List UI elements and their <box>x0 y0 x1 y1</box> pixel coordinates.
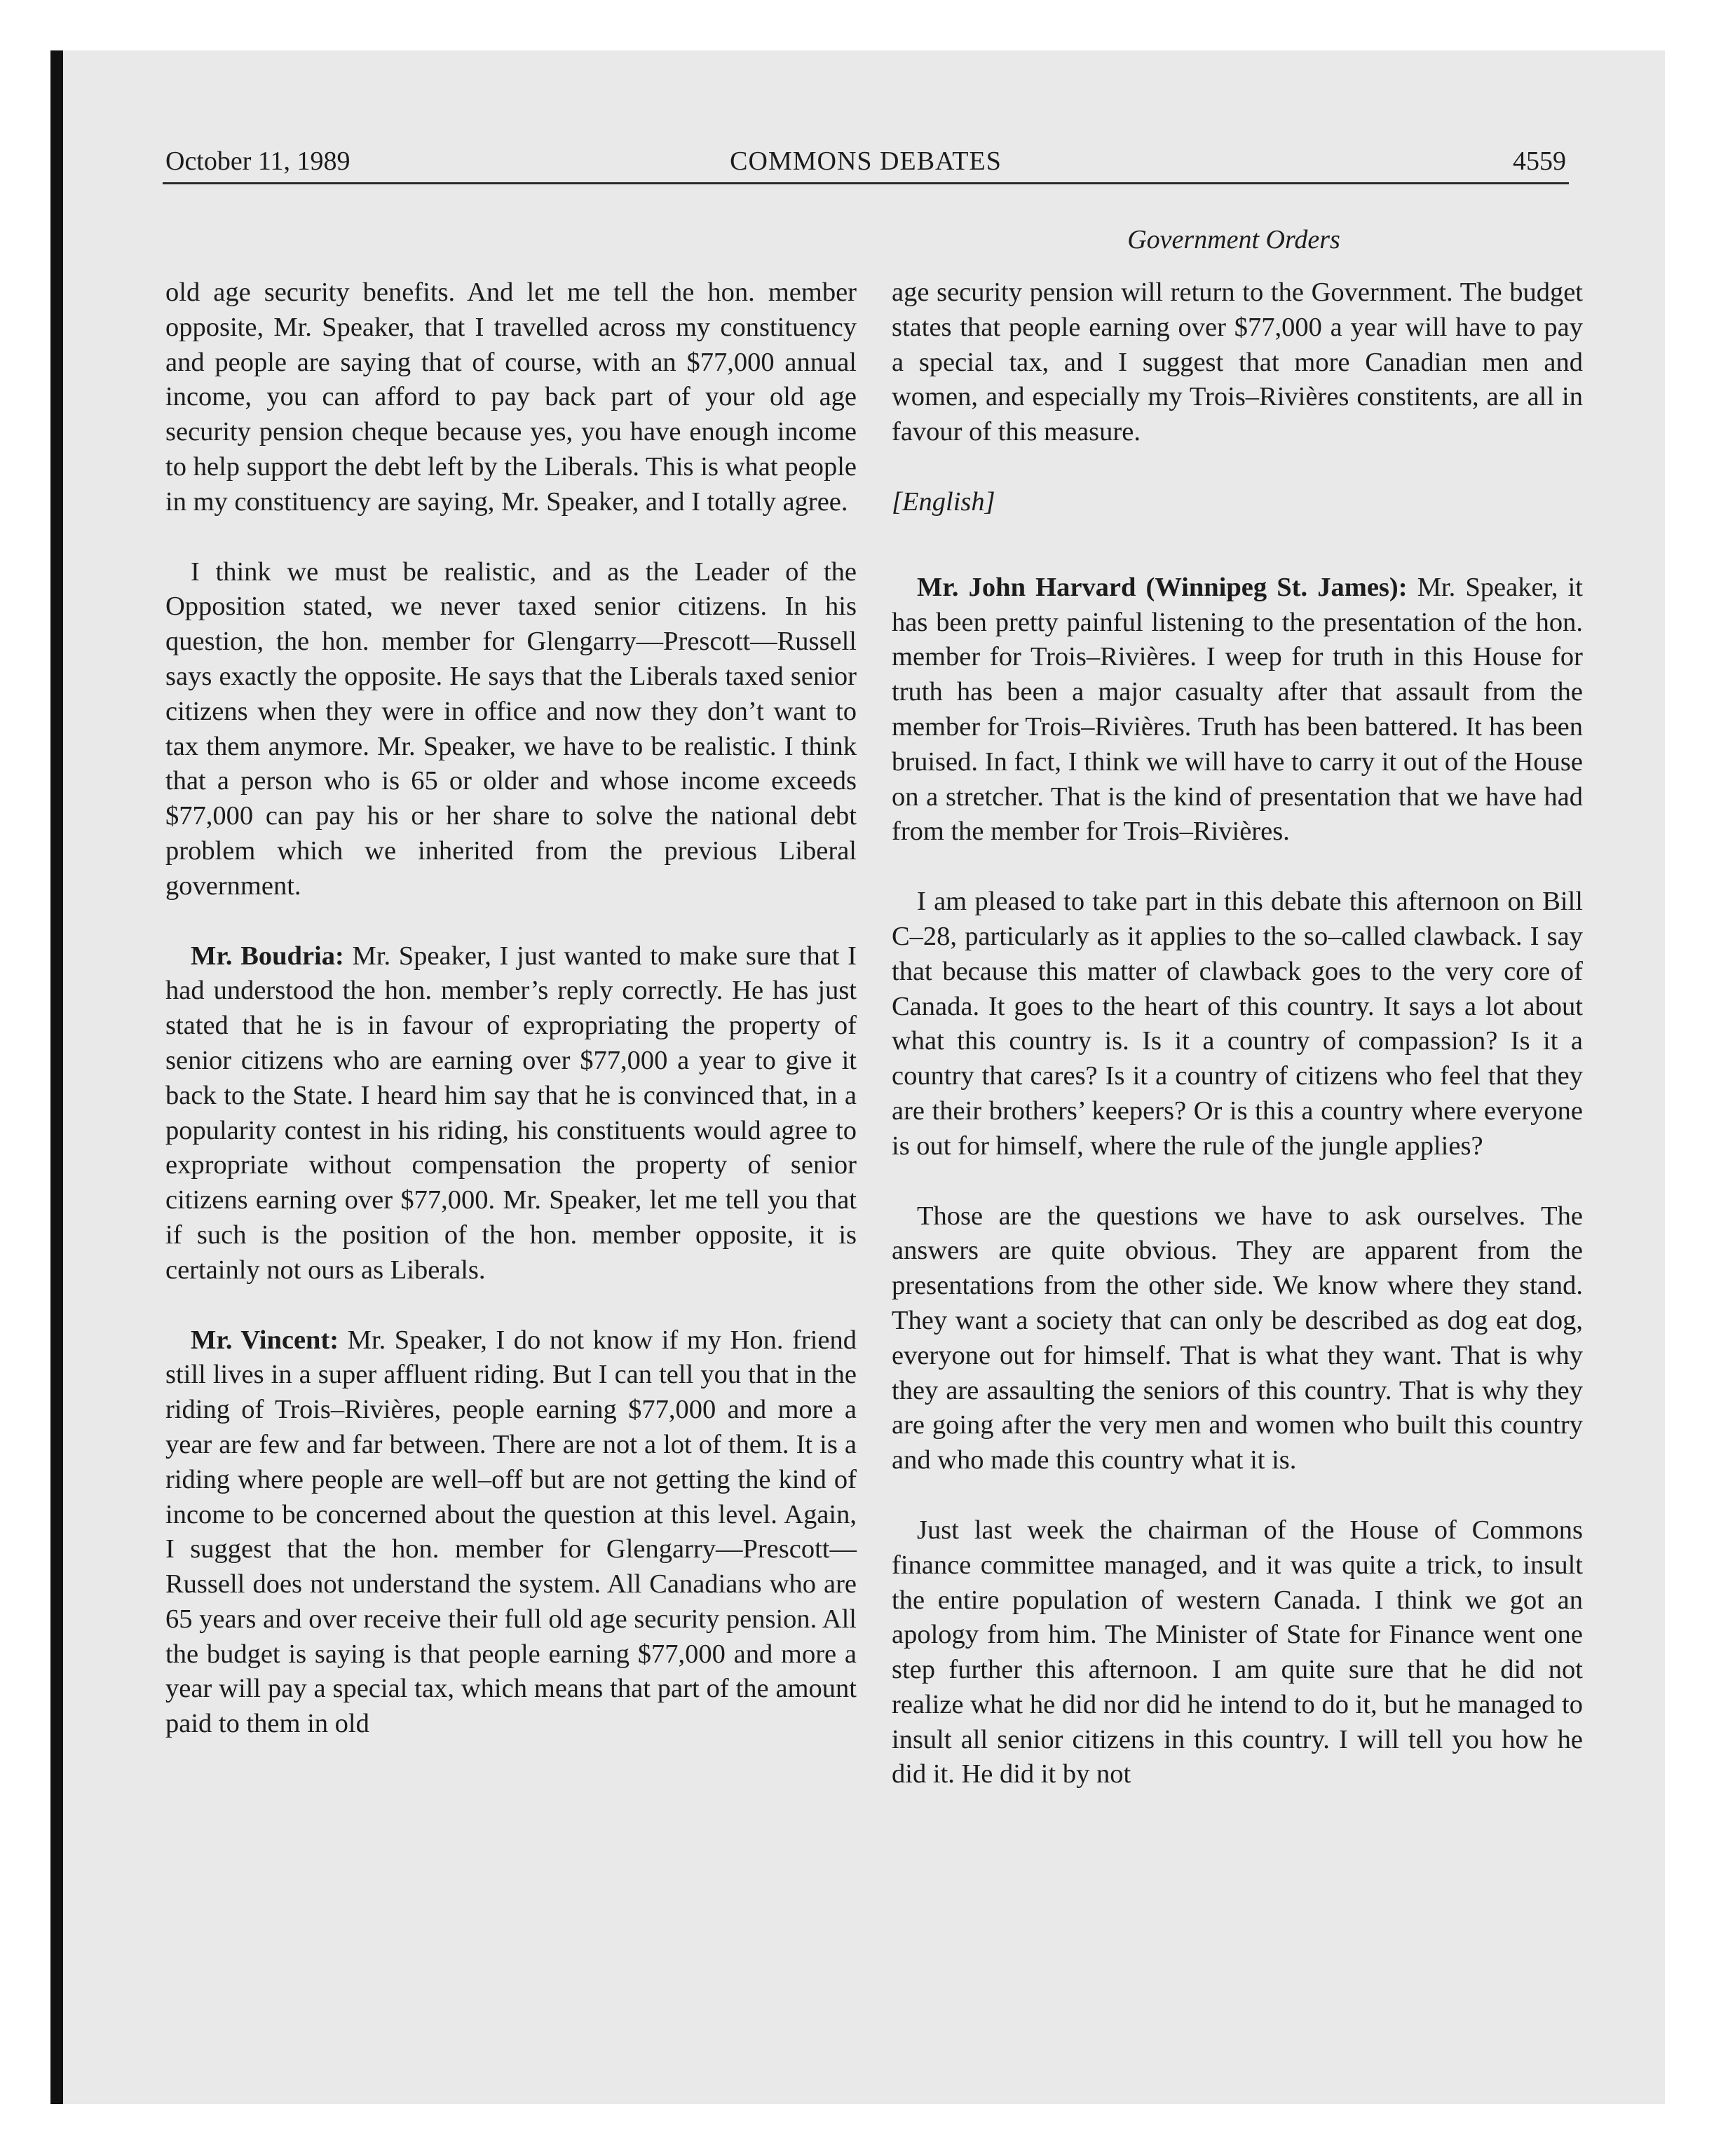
section-label: Government Orders <box>1127 225 1340 254</box>
speech-paragraph <box>165 1323 857 1742</box>
header-publication-title: COMMONS DEBATES <box>730 146 1002 176</box>
page-header <box>165 146 1566 181</box>
speaker-name: Mr. Boudria: <box>191 941 344 971</box>
scan-edge-shadow <box>50 50 63 2104</box>
speech-text: Mr. Speaker, it has been pretty painful listening to the presentation of the hon. member for Trois–Rivières. I weep for truth in this House for truth has been a major casualty after that assault from the member for Trois–Rivières. Truth has been battered. It has been bruised. In fact, I think we will have to carry it out of the House on a stretcher. That is the kind of presentation that we have had from the member for Trois–Rivières. <box>892 572 1584 847</box>
header-rule <box>163 182 1569 184</box>
speech-paragraph <box>165 939 857 1288</box>
paragraph: I am pleased to take part in this debate this afternoon on Bill C–28, particularly as it applies to the so–called clawback. I say that because this matter of clawback goes to the very core of Canada. It goes to the heart of this country. It says a lot about what this country is. Is it a country of compassion? Is it a country that cares? Is it a country of citizens who feel that they are their brothers’ keepers? Or is this a country where everyone is out for himself, where the rule of the jungle applies? <box>892 887 1583 1161</box>
header-page-number: 4559 <box>1513 146 1566 176</box>
speech-text: Mr. Speaker, I just wanted to make sure that I had understood the hon. member’s reply correctly. He has just stated that he is in favour of expropriating the property of senior citizens who are earning over $77,000 a year to give it back to the State. I heard him say that he is convinced that, in a popularity contest in his riding, his constituents would agree to expropriate without compensation the property of senior citizens earning over $77,000. Mr. Speaker, let me tell you that if such is the position of the hon. member opposite, it is certainly not ours as Liberals. <box>165 941 857 1285</box>
speaker-name: Mr. John Harvard (Winnipeg St. James): <box>917 572 1408 602</box>
speech-text: Mr. Speaker, I do not know if my Hon. friend still lives in a super affluent riding. But I can tell you that in the riding of Trois–Rivières, people earning $77,000 and more a year are few and far between. There are not a lot of them. It is a riding where people are well–off but are not getting the kind of income to be concerned about the question at this level. Again, I suggest that the hon. member for Glengarry—Prescott—Russell does not understand the system. All Canadians who are 65 years and over receive their full old age security pension. All the budget is saying is that people earning $77,000 and more a year will pay a special tax, which means that part of the amount paid to them in old <box>165 1325 857 1739</box>
paragraph: age security pension will return to the Government. The budget states that people earning over $77,000 a year will have to pay a special tax, and I suggest that more Canadian men and women, and especially my Trois–Rivières constitents, are all in favour of this measure. <box>892 278 1583 447</box>
right-column <box>892 275 1583 1792</box>
language-tag <box>892 485 1583 520</box>
speech-paragraph <box>892 571 1583 850</box>
paragraph: Just last week the chairman of the House of Commons finance committee managed, and it was quite a trick, to insult the entire population of western Canada. I think we got an apology from him. The Minister of State for Finance went one step further this afternoon. I am quite sure that he did not realize what he did nor did he intend to do it, but he managed to insult all senior citizens in this country. I will tell you how he did it. He did it by not <box>892 1515 1583 1789</box>
paragraph: I think we must be realistic, and as the Leader of the Opposition stated, we never taxed senior citizens. In his question, the hon. member for Glengarry—Prescott—Russell says exactly the opposite. He says that the Liberals taxed senior citizens when they were in office and now they don’t want to tax them anymore. Mr. Speaker, we have to be realistic. I think that a person who is 65 or older and whose income exceeds $77,000 can pay his or her share to solve the national debt problem which we inherited from the previous Liberal government. <box>165 557 857 901</box>
left-column <box>165 275 857 1742</box>
header-date: October 11, 1989 <box>165 146 351 176</box>
speaker-name: Mr. Vincent: <box>191 1325 339 1355</box>
paragraph: old age security benefits. And let me tell the hon. member opposite, Mr. Speaker, that I travelled across my constituency and people are saying that of course, with an $77,000 annual income, you can afford to pay back part of your old age security pension cheque because yes, you have enough income to help support the debt left by the Liberals. This is what people in my constituency are saying, Mr. Speaker, and I totally agree. <box>165 278 857 517</box>
language-tag-text: [English] <box>892 486 995 517</box>
paragraph: Those are the questions we have to ask ourselves. The answers are quite obvious. They are apparent from the presentations from the other side. We know where they stand. They want a society that can only be described as dog eat dog, everyone out for himself. That is what they want. That is why they are assaulting the seniors of this country. That is why they are going after the very men and women who built this country and who made this country what it is. <box>892 1201 1583 1475</box>
